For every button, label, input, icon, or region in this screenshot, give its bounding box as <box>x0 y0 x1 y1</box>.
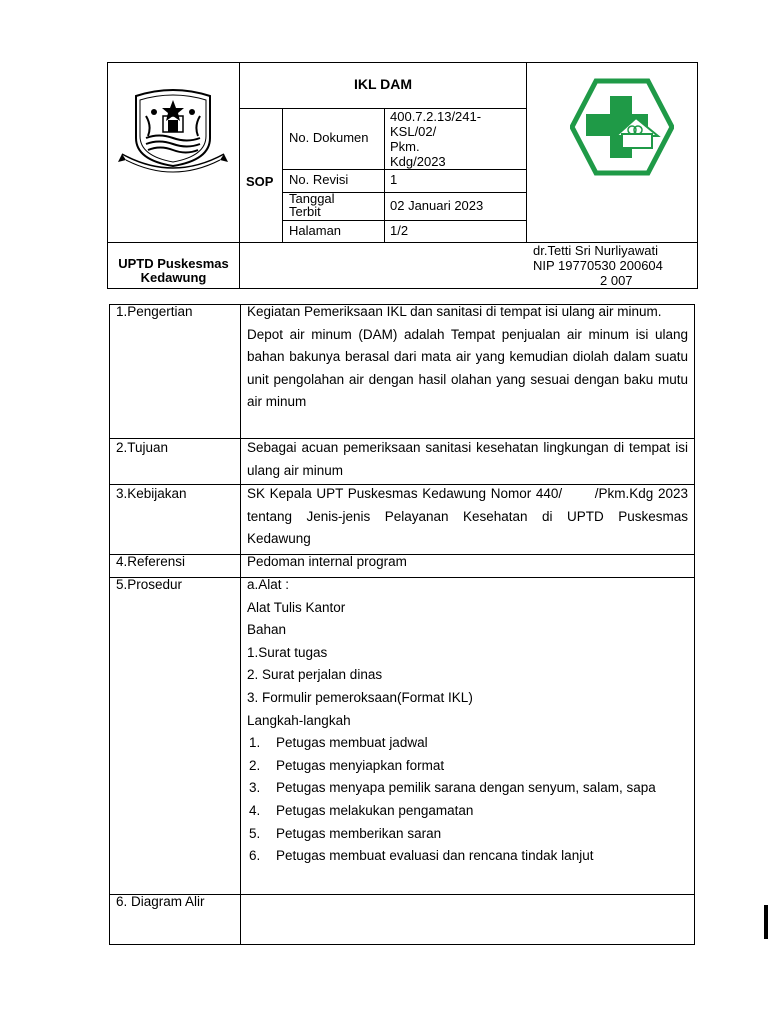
revision-label: No. Revisi <box>289 172 349 187</box>
content-table <box>0 300 768 960</box>
step-number: 5. <box>249 825 261 841</box>
section-body-kebijakan: SK Kepala UPT Puskesmas Kedawung Nomor 440/ /Pkm.Kdg 2023 tentang Jenis-jenis Pelayanan Kesehatan di UPTD Puskesmas Kedawung <box>247 486 692 547</box>
alat-heading: a.Alat : <box>247 577 290 592</box>
regional-seal-logo <box>118 86 228 178</box>
document-title: IKL DAM <box>353 76 413 92</box>
section-label-tujuan: 2.Tujuan <box>116 440 169 455</box>
divider <box>282 169 527 170</box>
page-label: Halaman <box>289 223 342 238</box>
bahan-item: 2. Surat perjalan dinas <box>247 667 383 683</box>
section-body-tujuan: Sebagai acuan pemeriksaan sanitasi kesehatan lingkungan di tempat isi ulang air minum <box>247 440 688 478</box>
signatory-name: dr.Tetti Sri Nurliyawati <box>533 243 658 258</box>
page-edge-mark <box>764 905 768 939</box>
issue-date-label: Tanggal Terbit <box>289 191 335 219</box>
divider <box>384 108 385 242</box>
doc-number-label: No. Dokumen <box>289 130 369 145</box>
procedure-step <box>247 732 688 755</box>
divider <box>239 62 240 289</box>
procedure-step <box>247 823 688 846</box>
issue-date-value: 02 Januari 2023 <box>390 198 484 213</box>
step-text: Petugas membuat evaluasi dan rencana tindak lanjut <box>276 848 594 864</box>
step-text: Petugas membuat jadwal <box>276 735 428 751</box>
sop-label: SOP <box>246 174 274 189</box>
pengertian-paragraph: Depot air minum (DAM) adalah Tempat penjualan air minum isi ulang bahan bakunya berasal dari mata air yang kemudian diolah dalam suatu unit pengolahan air dengan hasil olahan yang sesuai dengan baku mutu air minum <box>247 326 688 410</box>
organization-name: UPTD Puskesmas Kedawung <box>118 256 229 285</box>
step-text: Petugas menyapa pemilik sarana dengan senyum, salam, sapa <box>276 780 656 796</box>
step-text: Petugas menyiapkan format <box>276 757 445 773</box>
procedure-step <box>247 845 688 868</box>
doc-number-value: 400.7.2.13/241- KSL/02/ Pkm. Kdg/2023 <box>390 109 482 169</box>
divider <box>240 304 241 945</box>
alat-item: Alat Tulis Kantor <box>247 599 346 615</box>
step-number: 6. <box>249 848 261 864</box>
bahan-item: 1.Surat tugas <box>247 644 328 660</box>
langkah-heading: Langkah-langkah <box>247 712 351 728</box>
section-label-pengertian: 1.Pengertian <box>116 304 193 319</box>
signatory-nip-cont: 2 007 <box>600 273 633 288</box>
section-label-referensi: 4.Referensi <box>116 554 186 569</box>
section-label-diagram: 6. Diagram Alir <box>116 894 205 909</box>
bahan-item: 3. Formulir pemeroksaan(Format IKL) <box>247 689 473 705</box>
sop-header <box>0 0 768 300</box>
page-value: 1/2 <box>390 223 409 238</box>
divider <box>526 62 527 242</box>
step-text: Petugas memberikan saran <box>276 825 442 841</box>
section-label-prosedur: 5.Prosedur <box>116 577 183 592</box>
pengertian-paragraph: Kegiatan Pemeriksaan IKL dan sanitasi di tempat isi ulang air minum. <box>247 304 662 319</box>
step-text: Petugas melakukan pengamatan <box>276 802 474 818</box>
bahan-heading: Bahan <box>247 622 287 638</box>
divider <box>282 220 527 221</box>
step-number: 4. <box>249 802 261 818</box>
revision-value: 1 <box>390 172 398 187</box>
puskesmas-logo <box>570 78 674 176</box>
section-label-kebijakan: 3.Kebijakan <box>116 486 187 501</box>
step-number: 3. <box>249 780 261 796</box>
section-body-pengertian <box>247 301 688 414</box>
procedure-step <box>247 777 688 800</box>
divider <box>282 108 283 242</box>
step-number: 2. <box>249 757 261 773</box>
procedure-steps <box>247 732 688 868</box>
signatory-nip: NIP 19770530 200604 <box>533 258 663 273</box>
procedure-step <box>247 800 688 823</box>
step-number: 1. <box>249 735 261 751</box>
procedure-step <box>247 755 688 778</box>
section-body-prosedur <box>247 574 688 868</box>
section-body-referensi: Pedoman internal program <box>247 554 407 569</box>
